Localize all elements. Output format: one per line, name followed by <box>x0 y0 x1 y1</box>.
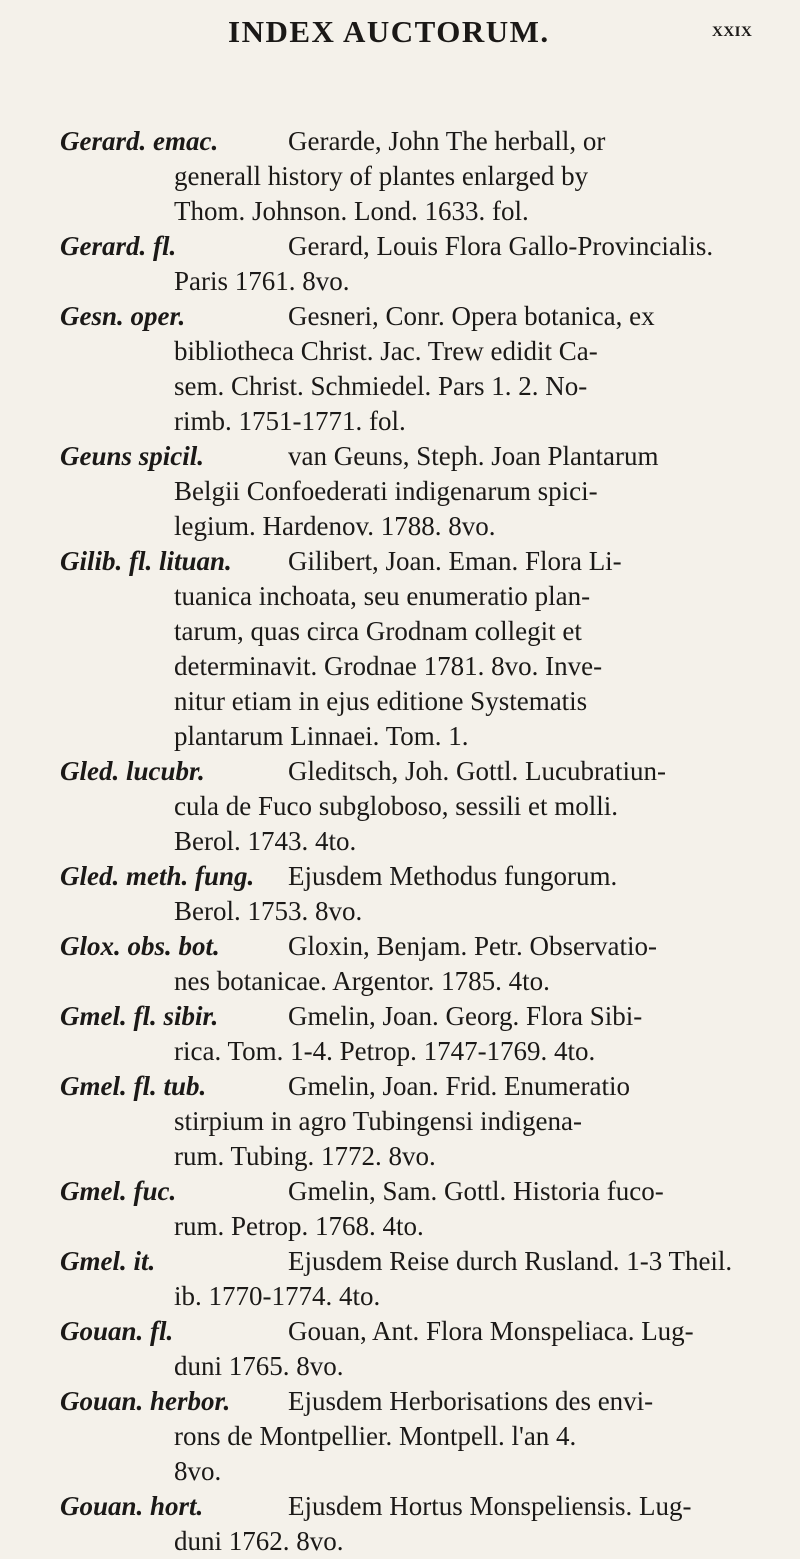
index-entry <box>0 1384 800 1489</box>
entry-text: cula de Fuco subgloboso, sessili et molli. <box>174 791 618 821</box>
page-header <box>0 0 800 50</box>
index-entry <box>0 754 800 859</box>
entry-abbreviation: Gled. lucubr. <box>60 756 205 786</box>
index-entry <box>0 299 800 439</box>
index-entry <box>0 1069 800 1174</box>
index-entry <box>0 1244 800 1314</box>
entry-text: Gmelin, Joan. Georg. Flora Sibi- <box>288 1001 643 1031</box>
running-title: INDEX AUCTORUM. <box>228 14 550 49</box>
index-entry <box>0 544 800 754</box>
entry-text: rons de Montpellier. Montpell. l'an 4. <box>174 1421 577 1451</box>
entry-text: Ejusdem Reise durch Rusland. 1-3 Theil. <box>288 1246 733 1276</box>
page-number: XXIX <box>712 24 753 40</box>
entry-text: Gilibert, Joan. Eman. Flora Li- <box>288 546 622 576</box>
index-entry <box>0 999 800 1069</box>
entry-text: Berol. 1743. 4to. <box>174 826 357 856</box>
entry-text: Gerarde, John The herball, or <box>288 126 606 156</box>
entry-abbreviation: Gouan. herbor. <box>60 1386 231 1416</box>
entry-text: 8vo. <box>174 1456 222 1486</box>
index-entry <box>0 439 800 544</box>
entry-text: Ejusdem Herborisations des envi- <box>288 1386 654 1416</box>
entry-abbreviation: Geuns spicil. <box>60 441 205 471</box>
entry-abbreviation: Gerard. emac. <box>60 126 219 156</box>
entry-text: rum. Petrop. 1768. 4to. <box>174 1211 424 1241</box>
entry-text: generall history of plantes enlarged by <box>174 161 589 191</box>
index-entry <box>0 1314 800 1384</box>
entry-text: Paris 1761. 8vo. <box>174 266 350 296</box>
entry-text: determinavit. Grodnae 1781. 8vo. Inve- <box>174 651 603 681</box>
entry-text: tarum, quas circa Grodnam collegit et <box>174 616 582 646</box>
entry-abbreviation: Gouan. fl. <box>60 1316 174 1346</box>
entry-text: Belgii Confoederati indigenarum spici- <box>174 476 598 506</box>
entry-text: plantarum Linnaei. Tom. 1. <box>174 721 469 751</box>
entry-abbreviation: Gilib. fl. lituan. <box>60 546 232 576</box>
index-entry <box>0 1174 800 1244</box>
entry-text: Gmelin, Joan. Frid. Enumeratio <box>288 1071 630 1101</box>
entry-text: Gloxin, Benjam. Petr. Observatio- <box>288 931 657 961</box>
entry-text: stirpium in agro Tubingensi indigena- <box>174 1106 582 1136</box>
index-entry <box>0 929 800 999</box>
entry-text: rum. Tubing. 1772. 8vo. <box>174 1141 436 1171</box>
entry-text: Gmelin, Sam. Gottl. Historia fuco- <box>288 1176 664 1206</box>
entry-text: Gerard, Louis Flora Gallo-Provincialis. <box>288 231 714 261</box>
entry-abbreviation: Gmel. fl. tub. <box>60 1071 207 1101</box>
entry-text: duni 1762. 8vo. <box>174 1526 344 1556</box>
entry-text: tuanica inchoata, seu enumeratio plan- <box>174 581 591 611</box>
entry-text: Thom. Johnson. Lond. 1633. fol. <box>174 196 529 226</box>
entry-text: legium. Hardenov. 1788. 8vo. <box>174 511 496 541</box>
entry-text: nes botanicae. Argentor. 1785. 4to. <box>174 966 550 996</box>
entry-text: Gleditsch, Joh. Gottl. Lucubratiun- <box>288 756 666 786</box>
entry-text: rimb. 1751-1771. fol. <box>174 406 406 436</box>
entry-text: nitur etiam in ejus editione Systematis <box>174 686 588 716</box>
entry-text: ib. 1770-1774. 4to. <box>174 1281 381 1311</box>
index-entry <box>0 229 800 299</box>
entry-text: bibliotheca Christ. Jac. Trew edidit Ca- <box>174 336 598 366</box>
entry-text: Ejusdem Methodus fungorum. <box>288 861 618 891</box>
entry-text: van Geuns, Steph. Joan Plantarum <box>288 441 659 471</box>
entry-abbreviation: Gmel. it. <box>60 1246 156 1276</box>
entry-text: Gouan, Ant. Flora Monspeliaca. Lug- <box>288 1316 694 1346</box>
index-entry <box>0 1489 800 1559</box>
entry-abbreviation: Gled. meth. fung. <box>60 861 255 891</box>
entry-abbreviation: Gmel. fl. sibir. <box>60 1001 219 1031</box>
entry-text: Gesneri, Conr. Opera botanica, ex <box>288 301 655 331</box>
author-index-list <box>0 124 800 1559</box>
entry-text: duni 1765. 8vo. <box>174 1351 344 1381</box>
entry-text: Ejusdem Hortus Monspeliensis. Lug- <box>288 1491 692 1521</box>
entry-abbreviation: Gesn. oper. <box>60 301 186 331</box>
index-entry <box>0 124 800 229</box>
entry-text: Berol. 1753. 8vo. <box>174 896 363 926</box>
entry-abbreviation: Glox. obs. bot. <box>60 931 220 961</box>
entry-abbreviation: Gerard. fl. <box>60 231 177 261</box>
entry-text: sem. Christ. Schmiedel. Pars 1. 2. No- <box>174 371 588 401</box>
entry-text: rica. Tom. 1-4. Petrop. 1747-1769. 4to. <box>174 1036 596 1066</box>
entry-abbreviation: Gmel. fuc. <box>60 1176 177 1206</box>
index-entry <box>0 859 800 929</box>
entry-abbreviation: Gouan. hort. <box>60 1491 204 1521</box>
